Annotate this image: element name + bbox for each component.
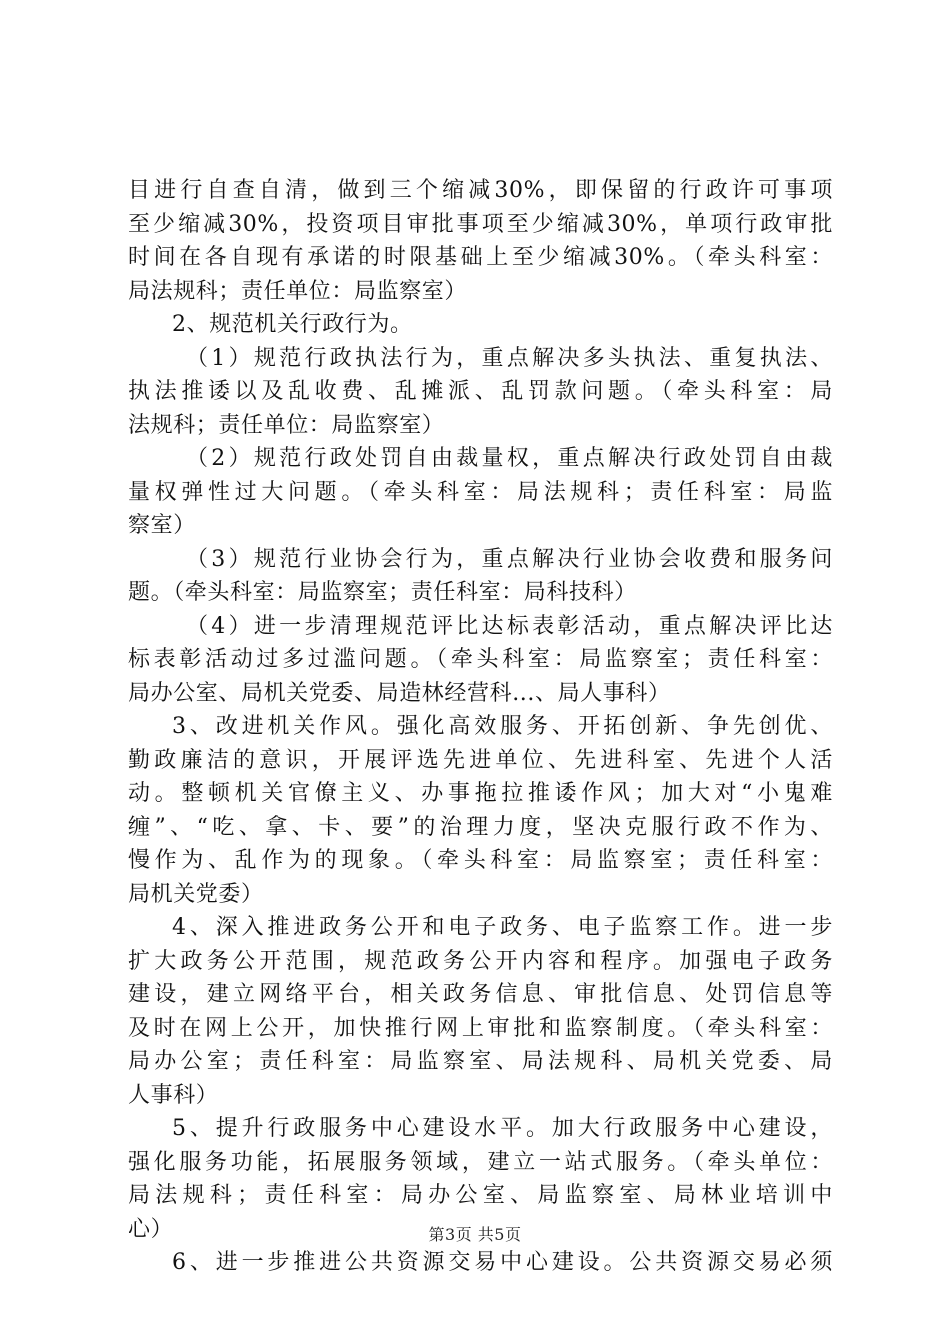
text-line: 强化服务功能，拓展服务领域，建立一站式服务。（牵头单位： bbox=[128, 1149, 833, 1175]
text-line: 局机关党委） bbox=[128, 881, 264, 907]
text-line: 量权弹性过大问题。（牵头科室：局法规科；责任科室：局监 bbox=[128, 479, 833, 505]
text-line: 目进行自查自清，做到三个缩减30%，即保留的行政许可事项 bbox=[128, 178, 833, 203]
text-line: （3）规范行业协会行为，重点解决行业协会收费和服务问 bbox=[186, 546, 833, 572]
text-line: 3、改进机关作风。强化高效服务、开拓创新、争先创优、 bbox=[172, 714, 833, 739]
text-line: 缠”、“吃、拿、卡、要”的治理力度，坚决克服行政不作为、 bbox=[128, 814, 833, 840]
text-line: 局办公室；责任科室：局监察室、局法规科、局机关党委、局 bbox=[128, 1049, 833, 1074]
text-line: 4、深入推进政务公开和电子政务、电子监察工作。进一步 bbox=[172, 915, 833, 940]
text-line: （1）规范行政执法行为，重点解决多头执法、重复执法、 bbox=[186, 345, 833, 371]
text-line: 执法推诿以及乱收费、乱摊派、乱罚款问题。（牵头科室：局 bbox=[128, 379, 833, 404]
text-line: 题。（牵头科室：局监察室；责任科室：局科技科） bbox=[128, 580, 637, 605]
text-line: 动。整顿机关官僚主义、办事拖拉推诿作风；加大对“小鬼难 bbox=[128, 781, 833, 806]
page-number-footer: 第3页 共5页 bbox=[428, 1225, 522, 1244]
text-line: 标表彰活动过多过滥问题。（牵头科室：局监察室；责任科室： bbox=[128, 647, 833, 672]
section-heading: 2、规范机关行政行为。 bbox=[172, 312, 413, 337]
text-line: 至少缩减30%，投资项目审批事项至少缩减30%，单项行政审批 bbox=[128, 211, 833, 237]
text-line: 慢作为、乱作为的现象。（牵头科室：局监察室；责任科室： bbox=[128, 848, 833, 873]
text-line: 察室） bbox=[128, 513, 196, 538]
text-line: 时间在各自现有承诺的时限基础上至少缩减30%。（牵头科室： bbox=[128, 245, 833, 270]
text-line: 及时在网上公开，加快推行网上审批和监察制度。（牵头科室： bbox=[128, 1015, 833, 1041]
text-line: 心） bbox=[128, 1216, 174, 1242]
text-line: 勤政廉洁的意识，开展评选先进单位、先进科室、先进个人活 bbox=[128, 747, 833, 773]
text-line: 局法规科；责任科室：局办公室、局监察室、局林业培训中 bbox=[128, 1183, 833, 1208]
document-body bbox=[128, 174, 833, 1280]
text-line: （4）进一步清理规范评比达标表彰活动，重点解决评比达 bbox=[186, 613, 833, 639]
text-line: 建设，建立网络平台，相关政务信息、审批信息、处罚信息等 bbox=[128, 982, 833, 1007]
text-line: （2）规范行政处罚自由裁量权，重点解决行政处罚自由裁 bbox=[186, 446, 833, 471]
text-line: 扩大政务公开范围，规范政务公开内容和程序。加强电子政务 bbox=[128, 948, 833, 974]
text-line: 6、进一步推进公共资源交易中心建设。公共资源交易必须 bbox=[172, 1250, 833, 1275]
text-line: 局法规科；责任单位：局监察室） bbox=[128, 278, 468, 304]
text-line: 人事科） bbox=[128, 1082, 219, 1108]
text-line: 5、提升行政服务中心建设水平。加大行政服务中心建设， bbox=[172, 1116, 833, 1141]
text-line: 法规科；责任单位：局监察室） bbox=[128, 412, 445, 438]
text-line: 局办公室、局机关党委、局造林经营科...、局人事科） bbox=[128, 680, 671, 706]
